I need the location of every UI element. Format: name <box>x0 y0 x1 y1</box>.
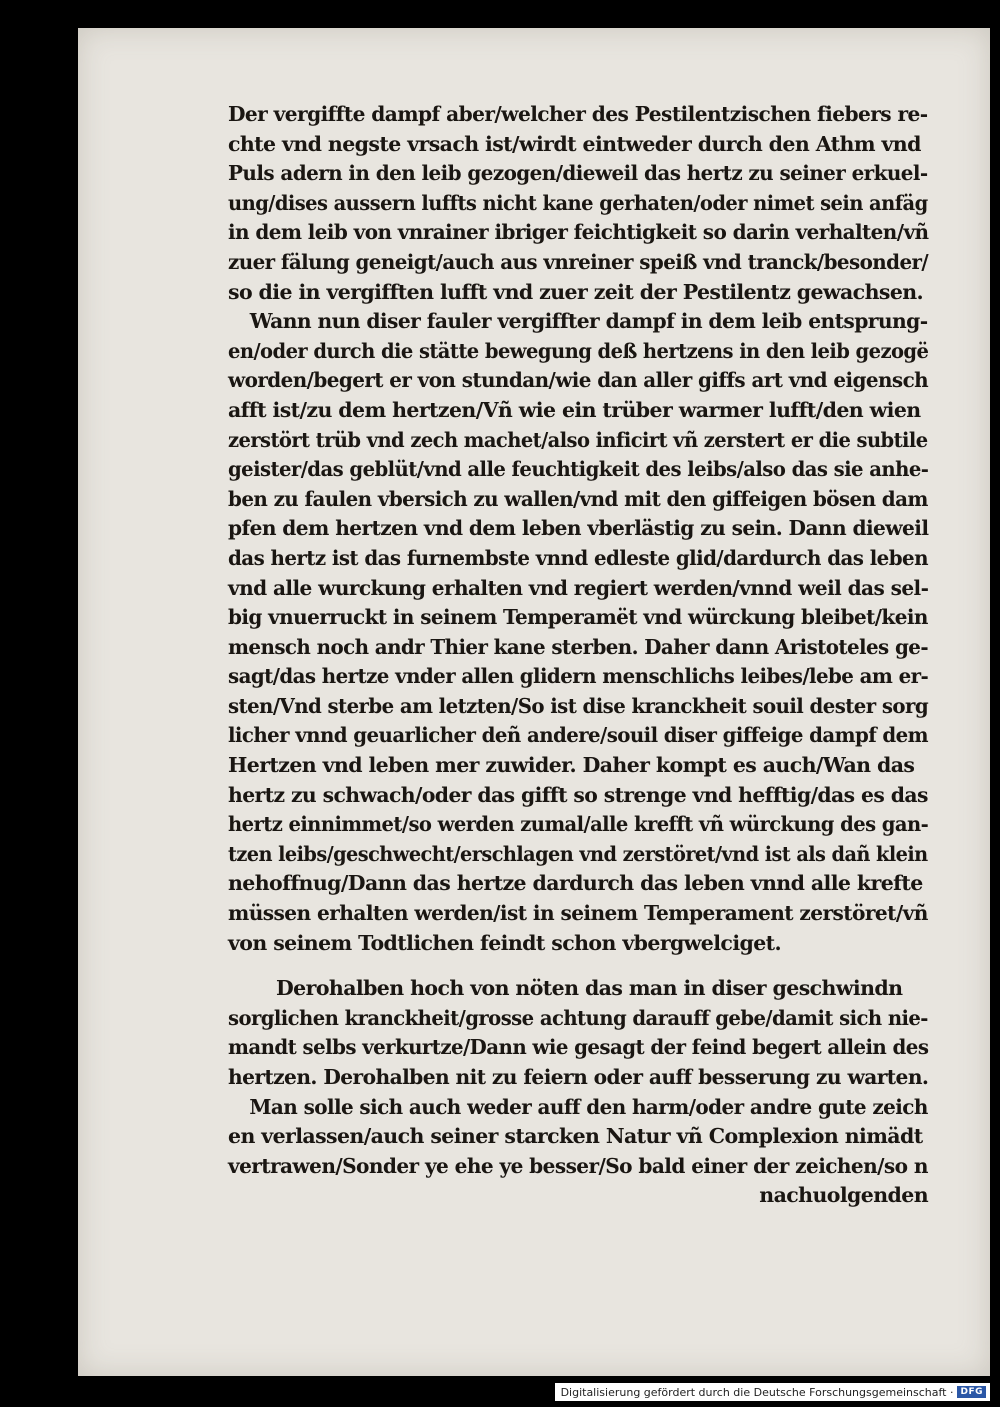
text-line-11: afft ist/zu dem hertzen/Vñ wie ein trüber warmer lufft/den wien <box>228 397 921 422</box>
text-line-12: zerstört trüb vnd zech machet/also inficirt vñ zerstert er die subtile <box>228 427 928 452</box>
text-line-32: mandt selbs verkurtze/Dann wie gesagt der feind begert allein des <box>228 1035 929 1060</box>
text-line-15: pfen dem hertzen vnd dem leben vberlästig zu sein. Dann dieweil <box>228 516 929 541</box>
text-line-20: sagt/das hertze vnder allen glidern menschlichs leibes/lebe am er- <box>228 664 929 689</box>
text-line-5: in dem leib von vnrainer ibriger feichtigkeit so darin verhalten/vñ <box>228 220 929 245</box>
text-line-29: von seinem Todtlichen feindt schon vbergwelciget. <box>228 930 782 955</box>
text-line-28: müssen erhalten werden/ist in seinem Temperament zerstöret/vñ <box>228 901 928 926</box>
text-line-26: tzen leibs/geschwecht/erschlagen vnd zerstöret/vnd ist als dañ klein <box>228 841 928 866</box>
text-line-3: Puls adern in den leib gezogen/dieweil das hertz zu seiner erkuel- <box>228 161 928 186</box>
text-line-1: Der vergiffte dampf aber/welcher des Pestilentzischen fiebers re- <box>228 102 928 126</box>
manuscript-page <box>78 28 990 1376</box>
text-line-18: big vnuerruckt in seinem Temperamët vnd würckung bleibet/kein <box>228 605 928 630</box>
text-line-35: en verlassen/auch seiner starcken Natur vñ Complexion nimädt <box>228 1124 923 1149</box>
footer-credit: Digitalisierung gefördert durch die Deutsche Forschungsgemeinschaft · <box>560 1385 954 1399</box>
text-line-9: en/oder durch die stätte bewegung deß hertzens in den leib gezogë <box>228 338 929 363</box>
text-line-27: nehoffnug/Dann das hertze dardurch das leben vnnd alle krefte <box>228 871 923 896</box>
text-line-31: sorglichen kranckheit/grosse achtung darauff gebe/damit sich nie- <box>228 1005 928 1030</box>
text-line-8: Wann nun diser fauler vergiffter dampf in dem leib entsprung- <box>249 309 928 334</box>
text-line-22: licher vnnd geuarlicher deñ andere/souil diser giffeige dampf dem <box>228 723 929 748</box>
text-line-16: das hertz ist das furnembste vnnd edleste glid/dardurch das leben <box>228 545 928 570</box>
digitization-footer <box>555 1383 990 1401</box>
text-line-10: worden/begert er von stundan/wie dan aller giffs art vnd eigensch <box>228 368 929 393</box>
text-line-14: ben zu faulen vbersich zu wallen/vnd mit den giffeigen bösen dam <box>228 486 928 511</box>
text-line-7: so die in vergifften lufft vnd zuer zeit der Pestilentz gewachsen. <box>228 279 924 304</box>
text-line-23: Hertzen vnd leben mer zuwider. Daher kompt es auch/Wan das <box>228 753 915 778</box>
text-line-4: ung/dises aussern luffts nicht kane gerhaten/oder nimet sein anfäg <box>228 190 928 215</box>
text-line-33: hertzen. Derohalben nit zu feiern oder auff besserung zu warten. <box>228 1065 929 1089</box>
text-line-36: vertrawen/Sonder ye ehe ye besser/So bald einer der zeichen/so n <box>228 1153 928 1178</box>
text-line-25: hertz einnimmet/so werden zumal/alle krefft vñ würckung des gan- <box>228 812 929 837</box>
text-line-24: hertz zu schwach/oder das gifft so strenge vnd hefftig/das es das <box>228 782 928 807</box>
dfg-logo: DFG <box>957 1386 986 1398</box>
text-line-34: Man solle sich auch weder auff den harm/oder andre gute zeich <box>249 1094 928 1119</box>
text-line-30: Derohalben hoch von nöten das man in diser geschwindn <box>276 976 903 1001</box>
text-line-2: chte vnd negste vrsach ist/wirdt eintweder durch den Athm vnd <box>228 131 921 156</box>
text-line-6: zuer fälung geneigt/auch aus vnreiner speiß vnd tranck/besonder/ <box>228 249 929 274</box>
catchword: nachuolgenden <box>759 1183 928 1208</box>
text-line-21: sten/Vnd sterbe am letzten/So ist dise kranckheit souil dester sorg <box>228 693 929 718</box>
page-text-block <box>228 100 928 1211</box>
text-line-19: mensch noch andr Thier kane sterben. Daher dann Aristoteles ge- <box>228 634 928 659</box>
text-line-17: vnd alle wurckung erhalten vnd regiert werden/vnnd weil das sel- <box>228 575 929 600</box>
text-line-13: geister/das geblüt/vnd alle feuchtigkeit des leibs/also das sie anhe- <box>228 457 929 482</box>
